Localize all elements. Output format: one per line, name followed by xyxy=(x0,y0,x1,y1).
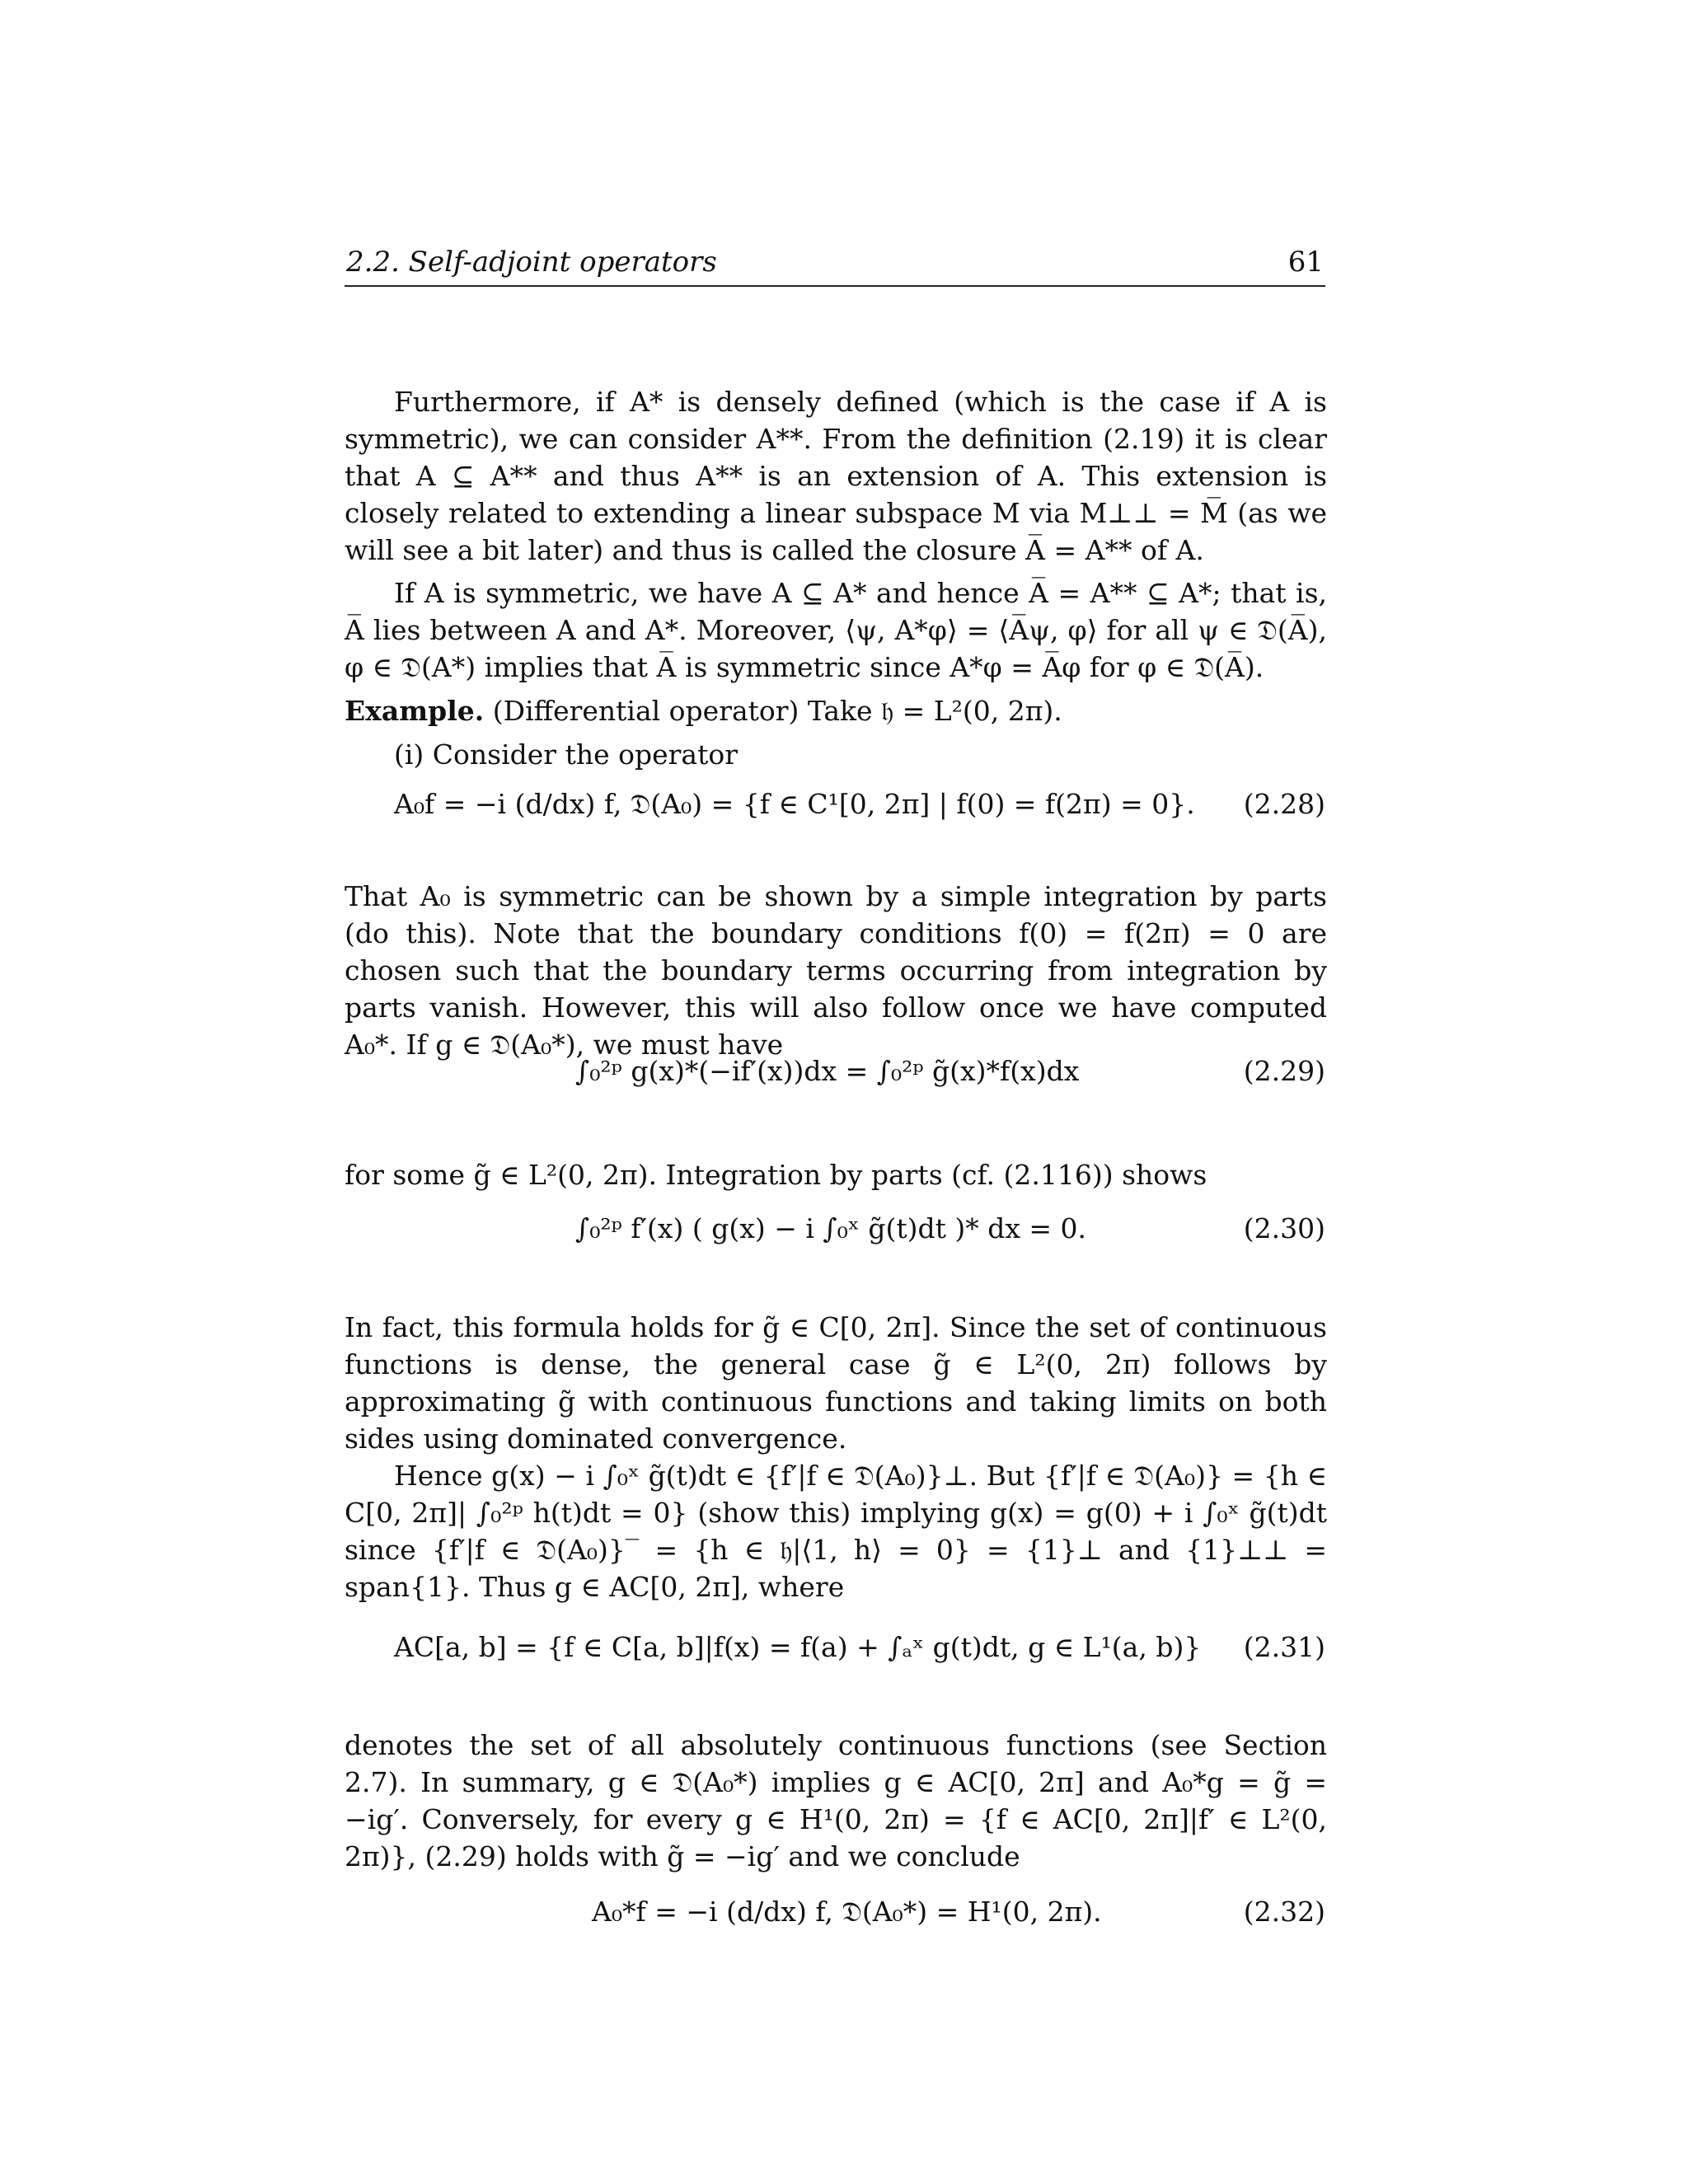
equation-2-31-number: (2.31) xyxy=(1243,1631,1325,1663)
page-number: 61 xyxy=(1287,246,1324,279)
example-text: (Differential operator) Take 𝔥 = L²(0, 2π). xyxy=(492,695,1062,727)
equation-2-32-body: A₀*f = −i (d/dx) f, 𝔇(A₀*) = H¹(0, 2π). xyxy=(592,1896,1102,1928)
equation-2-29-body: ∫₀²ᵖ g(x)*(−if′(x))dx = ∫₀²ᵖ g̃(x)*f(x)dx xyxy=(575,1055,1080,1087)
equation-2-30 xyxy=(345,1199,1327,1249)
paragraph-operator-intro: (i) Consider the operator xyxy=(394,738,738,771)
equation-2-29 xyxy=(345,1047,1327,1096)
example-label: Example. xyxy=(345,695,485,727)
equation-2-32-number: (2.32) xyxy=(1243,1896,1325,1928)
section-title: 2.2. Self-adjoint operators xyxy=(346,246,717,279)
equation-2-30-number: (2.30) xyxy=(1243,1212,1325,1244)
paragraph-hence: Hence g(x) − i ∫₀ˣ g̃(t)dt ∈ {f′|f ∈ 𝔇(A₀)}⊥. But {f′|f ∈ 𝔇(A₀)} = {h ∈ C[0, 2π]| ∫₀²ᵖ h(t)dt = 0} (show this) implying g(x) = g(0) + i ∫₀ˣ g̃(t)dt since {f′|f ∈ 𝔇(A₀)}‾ = {h ∈ 𝔥|⟨1, h⟩ = 0} = {1}⊥ and {1}⊥⊥ = span{1}. Thus g ∈ AC[0, 2π], where xyxy=(345,1460,1327,1603)
equation-2-31-body: AC[a, b] = {f ∈ C[a, b]|f(x) = f(a) + ∫ₐˣ g(t)dt, g ∈ L¹(a, b)} xyxy=(394,1631,1202,1663)
equation-2-30-body: ∫₀²ᵖ f′(x) ( g(x) − i ∫₀ˣ g̃(t)dt )* dx = 0. xyxy=(575,1212,1087,1244)
equation-2-31 xyxy=(345,1619,1327,1669)
paragraph-integration-by-parts: for some g̃ ∈ L²(0, 2π). Integration by parts (cf. (2.116)) shows xyxy=(345,1159,1207,1191)
paragraph-absolutely-continuous: denotes the set of all absolutely continuous functions (see Section 2.7). In summary, g ∈ 𝔇(A₀*) implies g ∈ AC[0, 2π] and A₀*g = g̃ = −ig′. Conversely, for every g ∈ H¹(0, 2π) = {f ∈ AC[0, 2π]|f′ ∈ L²(0, 2π)}, (2.29) holds with g̃ = −ig′ and we conclude xyxy=(345,1729,1327,1872)
running-head xyxy=(345,244,1325,287)
paragraph-continuous-functions: In fact, this formula holds for g̃ ∈ C[0, 2π]. Since the set of continuous functions is dense, the general case g̃ ∈ L²(0, 2π) follows by approximating g̃ with continuous functions and taking limits on both sides using dominated convergence. xyxy=(345,1311,1327,1455)
equation-2-28-body: A₀f = −i (d/dx) f, 𝔇(A₀) = {f ∈ C¹[0, 2π] | f(0) = f(2π) = 0}. xyxy=(394,788,1195,820)
example-heading xyxy=(345,692,1327,729)
paragraph-symmetric: If A is symmetric, we have A ⊆ A* and hence A̅ = A** ⊆ A*; that is, A̅ lies between A and A*. Moreover, ⟨ψ, A*φ⟩ = ⟨A̅ψ, φ⟩ for all ψ ∈ 𝔇(A̅), φ ∈ 𝔇(A*) implies that A̅ is symmetric since A*φ = A̅φ for φ ∈ 𝔇(A̅). xyxy=(345,577,1327,683)
equation-2-32 xyxy=(345,1886,1327,1935)
equation-2-29-number: (2.29) xyxy=(1243,1055,1325,1087)
paragraph-boundary-conditions: That A₀ is symmetric can be shown by a simple integration by parts (do this). Note that the boundary conditions f(0) = f(2π) = 0 are chosen such that the boundary terms occurring from integration by parts vanish. However, this will also follow once we have computed A₀*. If g ∈ 𝔇(A₀*), we must have xyxy=(345,880,1327,1061)
equation-2-28 xyxy=(345,783,1327,832)
equation-2-28-number: (2.28) xyxy=(1243,788,1325,820)
paragraph-closure: Furthermore, if A* is densely defined (which is the case if A is symmetric), we can consider A**. From the definition (2.19) it is clear that A ⊆ A** and thus A** is an extension of A. This extension is closely related to extending a linear subspace M via M⊥⊥ = M̅ (as we will see a bit later) and thus is called the closure A̅ = A** of A. xyxy=(345,386,1327,566)
